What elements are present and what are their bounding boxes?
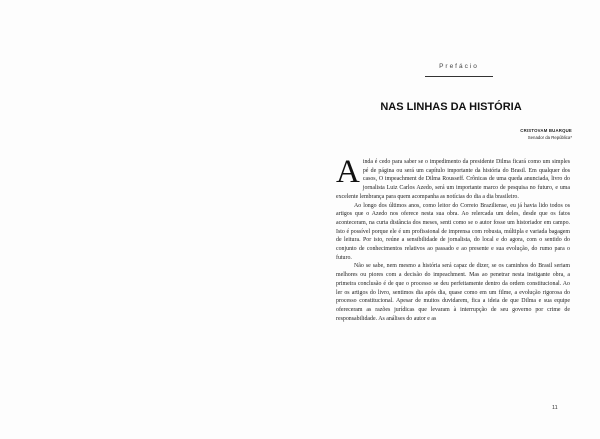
drop-cap: A [336, 154, 360, 190]
page-number: 11 [552, 405, 558, 411]
author-name: CRISTOVAM BUARQUE [520, 128, 572, 133]
body-text [336, 154, 570, 323]
paragraph-2: Ao longo dos últimos anos, como leitor do Correio Braziliense, eu já havia lido todos os artigos que o Azedo nos oferece nesta sua obra. Ao relercada um deles, desde que os fatos aconteceram, na curta distância dos meses, senti como se o autor fosse um historiador em campo. Isto é possível porque ele é um profissional de imprensa com robusta, múltipla e variada bagagem de leitura. Por isto, reúne a sensibilidade de jornalista, do local e do agora, com o sentido do conjunto de conhecimentos relativos ao passado e ao presente e sua evolução, do rumo para o futuro. [336, 202, 570, 261]
section-label: Prefácio [439, 63, 479, 70]
section-divider [425, 76, 493, 77]
chapter-title: NAS LINHAS DA HISTÓRIA [380, 101, 522, 113]
paragraph-3: Não se sabe, nem mesmo a história será capaz de dizer, se os caminhos do Brasil seriam melhores ou piores com a decisão do impeachment. Mas ao penetrar nesta instigante obra, a primeira conclusão é de que o processo se deu perfeitamente dentro da ordem constitucional. Ao ler os artigos do livro, sentimos dia após dia, quase como em um filme, a evolução rigorosa do processo constitucional. Apesar de muitos duvidarem, fica a ideia de que Dilma e sua equipe ofereceram as razões jurídicas que levaram à interrupção de seu governo por crime de responsabilidade. As análises do autor e as [336, 263, 570, 322]
author-block [520, 127, 572, 141]
paragraph-1-text: inda é cedo para saber se o impedimento da presidente Dilma ficará como um simples pé de página ou será um capítulo importante da história do Brasil. Em qualquer dos casos, O impeachment de Dilma Rousseff. Crônicas de uma queda anunciada, livro do jornalista Luiz Carlos Azedo, será um importante marco de pesquisa no futuro, e uma excelente lembrança para quem acompanha as notícias do dia a dia brasileiro. [336, 159, 570, 200]
paragraph-1 [336, 154, 570, 202]
author-role: Senador da República* [527, 135, 572, 140]
